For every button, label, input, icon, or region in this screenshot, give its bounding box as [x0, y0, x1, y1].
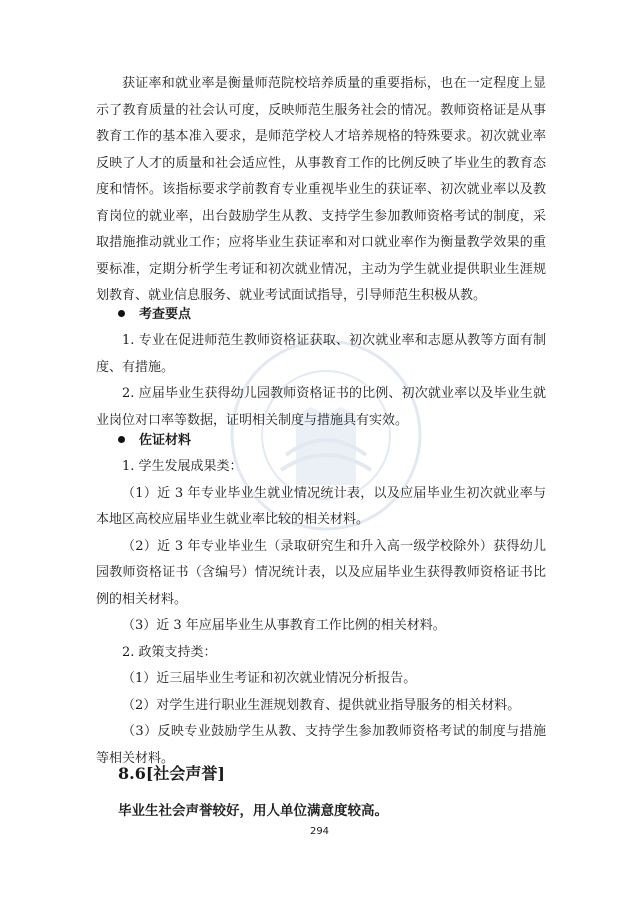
- section-summary: 毕业生社会声誉较好，用人单位满意度较高。: [118, 803, 388, 819]
- page-number: 294: [309, 826, 330, 837]
- check-points-heading-label: 考查要点: [139, 307, 192, 322]
- evidence-item: （3）反映专业鼓励学生从教、支持学生参加教师资格考试的制度与措施等相关材料。: [96, 724, 546, 766]
- intro-section: [96, 71, 546, 310]
- check-point-item: 2. 应届毕业生获得幼儿园教师资格证书的比例、初次就业率以及毕业生就业岗位对口率等数据，证明相关制度与措施具有实效。: [96, 386, 546, 428]
- evidence-heading: [118, 428, 191, 454]
- evidence-item: （1）近三届毕业生考证和初次就业情况分析报告。: [122, 671, 417, 686]
- intro-paragraph: 获证率和就业率是衡量师范院校培养质量的重要指标，也在一定程度上显示了教育质量的社会认可度，反映师范生服务社会的情况。教师资格证是从事教育工作的基本准入要求，是师范学校人才培养规格的特殊要求。初次就业率反映了人才的质量和社会适应性，从事教育工作的比例反映了毕业生的教育态度和情怀。该指标要求学前教育专业重视毕业生的获证率、初次就业率以及教育岗位的就业率，出台鼓励学生从教、支持学生参加教师资格考试的制度，采取措施推动就业工作；应将毕业生获证率和对口就业率作为衡量教学效果的重要标准，定期分析学生考证和初次就业情况，主动为学生就业提供职业生涯规划教育、就业信息服务、就业考试面试指导，引导师范生积极从教。: [96, 76, 546, 303]
- evidence-item: （2）近 3 年专业毕业生（录取研究生和升入高一级学校除外）获得幼儿园教师资格证书（含编号）情况统计表，以及应届毕业生获得教师资格证书比例的相关材料。: [96, 538, 546, 607]
- evidence-category-title: 1. 学生发展成果类：: [122, 459, 243, 474]
- evidence-item: （1）近 3 年专业毕业生就业情况统计表，以及应届毕业生初次就业率与本地区高校应届毕业生就业率比较的相关材料。: [96, 485, 546, 527]
- check-points-list: [96, 328, 546, 434]
- check-point-item: 1. 专业在促进师范生教师资格证获取、初次就业率和志愿从教等方面有制度、有措施。: [96, 333, 546, 375]
- evidence-list: [96, 454, 546, 772]
- evidence-heading-label: 佐证材料: [139, 433, 192, 448]
- section-title: 8.6[社会声誉]: [118, 764, 225, 783]
- bullet-icon: [118, 310, 125, 317]
- evidence-item: （3）近 3 年应届毕业生从事教育工作比例的相关材料。: [122, 618, 446, 633]
- bullet-icon: [118, 436, 125, 443]
- evidence-item: （2）对学生进行职业生涯规划教育、提供就业指导服务的相关材料。: [122, 697, 521, 713]
- evidence-category-title: 2. 政策支持类：: [122, 644, 217, 660]
- check-points-heading: [118, 302, 191, 328]
